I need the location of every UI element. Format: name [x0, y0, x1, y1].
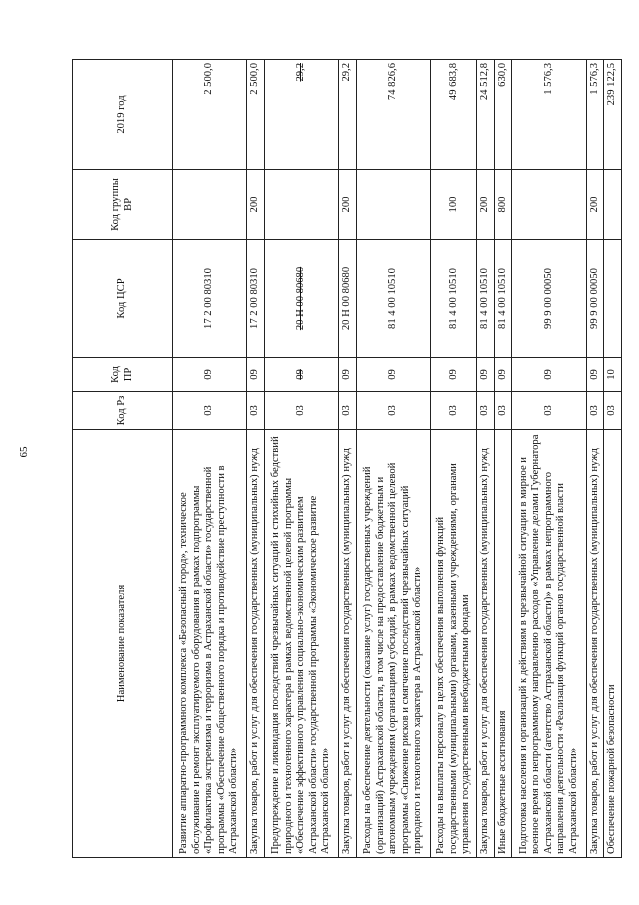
- row-rz-cell: 03: [512, 392, 586, 430]
- row-csr-cell: [604, 240, 622, 358]
- row-amount-cell: 29,2: [264, 60, 338, 170]
- table-row: [494, 60, 512, 858]
- row-pr-cell: 10: [604, 358, 622, 392]
- row-csr-cell: 99 9 00 00050: [512, 240, 586, 358]
- row-vr-cell: 200: [586, 170, 604, 240]
- row-rz-cell: 03: [494, 392, 512, 430]
- row-pr-cell: 09: [264, 358, 338, 392]
- row-amount-cell: 29,2: [339, 60, 357, 170]
- row-csr-cell: 81 4 00 10510: [431, 240, 477, 358]
- row-rz-cell: 03: [477, 392, 495, 430]
- row-pr-cell: 09: [512, 358, 586, 392]
- row-rz-cell: 03: [431, 392, 477, 430]
- row-csr-cell: 20 Н 00 80680: [339, 240, 357, 358]
- row-pr-cell: 09: [494, 358, 512, 392]
- row-name-cell: Закупка товаров, работ и услуг для обеспечения государственных (муниципальных) нужд: [586, 430, 604, 858]
- row-rz-cell: 03: [339, 392, 357, 430]
- row-name-cell: Расходы на обеспечение деятельности (оказание услуг) государственных учреждений (организаций) Астраханской области, в том числе на предоставление бюджетным и автономным учреждениям (организациям) субсидий, в рамках ведомственной целевой программы «Снижение рисков и смягчение последствий чрезвычайных ситуаций природного и техногенного характера в Астраханской области»: [356, 430, 430, 858]
- row-rz-cell: 03: [247, 392, 265, 430]
- row-name-cell: Закупка товаров, работ и услуг для обеспечения государственных (муниципальных) нужд: [477, 430, 495, 858]
- row-vr-cell: [264, 170, 338, 240]
- row-csr-cell: 17 2 00 80310: [173, 240, 247, 358]
- row-vr-cell: 800: [494, 170, 512, 240]
- header-csr: Код ЦСР: [73, 240, 173, 358]
- row-amount-cell: 24 512,8: [477, 60, 495, 170]
- row-amount-cell: 2 500,0: [247, 60, 265, 170]
- header-rz: Код Рз: [73, 392, 173, 430]
- row-rz-cell: 03: [356, 392, 430, 430]
- row-name-cell: Обеспечение пожарной безопасности: [604, 430, 622, 858]
- budget-table: [72, 59, 622, 858]
- row-rz-cell: 03: [604, 392, 622, 430]
- row-name-cell: Расходы на выплаты персоналу в целях обеспечения выполнения функций государственными (муниципальными) органами, казенными учреждениями, органами управления государственными внебюджетными фондами: [431, 430, 477, 858]
- row-name-cell: Закупка товаров, работ и услуг для обеспечения государственных (муниципальных) нужд: [247, 430, 265, 858]
- row-amount-cell: 630,0: [494, 60, 512, 170]
- row-amount-cell: 1 576,3: [512, 60, 586, 170]
- row-pr-cell: 09: [356, 358, 430, 392]
- row-pr-cell: 09: [586, 358, 604, 392]
- table-row: [477, 60, 495, 858]
- row-pr-cell: 09: [173, 358, 247, 392]
- table-header-row: [73, 60, 173, 858]
- row-amount-cell: 1 576,3: [586, 60, 604, 170]
- rotated-table-container: [72, 60, 622, 858]
- row-rz-cell: 03: [264, 392, 338, 430]
- row-name-cell: Закупка товаров, работ и услуг для обеспечения государственных (муниципальных) нужд: [339, 430, 357, 858]
- row-name-cell: Иные бюджетные ассигнования: [494, 430, 512, 858]
- row-amount-cell: 74 826,6: [356, 60, 430, 170]
- row-vr-cell: 200: [477, 170, 495, 240]
- row-vr-cell: 200: [247, 170, 265, 240]
- row-vr-cell: [356, 170, 430, 240]
- row-amount-cell: 49 683,8: [431, 60, 477, 170]
- header-vr: Код группы ВР: [73, 170, 173, 240]
- row-rz-cell: 03: [586, 392, 604, 430]
- table-row: [247, 60, 265, 858]
- row-csr-cell: 99 9 00 00050: [586, 240, 604, 358]
- row-rz-cell: 03: [173, 392, 247, 430]
- row-name-cell: Предупреждение и ликвидация последствий чрезвычайных ситуаций и стихийных бедствий природного и техногенного характера в рамках ведомственной целевой программы «Обеспечение эффективного управления социально-экономическим развитием Астраханской области» государственной программы «Экономическое развитие Астраханской области»: [264, 430, 338, 858]
- row-csr-cell: 17 2 00 80310: [247, 240, 265, 358]
- row-name-cell: Подготовка населения и организаций к действиям в чрезвычайной ситуации в мирное и военное время по непрограммному направлению расходов «Управление делами Губернатора Астраханской области (агентство Астраханской области)» в рамках непрограммного направления деятельности «Реализация функций органов государственной власти Астраханской области»: [512, 430, 586, 858]
- row-pr-cell: 09: [247, 358, 265, 392]
- table-row: [264, 60, 338, 858]
- page-number: 65: [18, 446, 30, 458]
- row-vr-cell: [173, 170, 247, 240]
- row-name-cell: Развитие аппаратно-программного комплекса «Безопасный город», техническое обслуживание и ремонт эксплуатируемого оборудования в рамках подпрограммы «Профилактика экстремизма и терроризма в Астраханской области» государственной программы «Обеспечение общественного порядка и противодействие преступности в Астраханской области»: [173, 430, 247, 858]
- row-vr-cell: 200: [339, 170, 357, 240]
- table-row: [512, 60, 586, 858]
- table-row: [604, 60, 622, 858]
- table-row: [431, 60, 477, 858]
- table-row: [173, 60, 247, 858]
- table-row: [586, 60, 604, 858]
- row-csr-cell: 81 4 00 10510: [356, 240, 430, 358]
- row-vr-cell: [512, 170, 586, 240]
- row-vr-cell: 100: [431, 170, 477, 240]
- row-csr-cell: 20 Н 00 80680: [264, 240, 338, 358]
- header-year: 2019 год: [73, 60, 173, 170]
- header-name: Наименование показателя: [73, 430, 173, 858]
- table-body: [173, 60, 622, 858]
- table-row: [339, 60, 357, 858]
- row-amount-cell: 239 122,5: [604, 60, 622, 170]
- row-pr-cell: 09: [477, 358, 495, 392]
- table-row: [356, 60, 430, 858]
- row-pr-cell: 09: [339, 358, 357, 392]
- row-amount-cell: 2 500,0: [173, 60, 247, 170]
- row-vr-cell: [604, 170, 622, 240]
- row-csr-cell: 81 4 00 10510: [494, 240, 512, 358]
- row-pr-cell: 09: [431, 358, 477, 392]
- header-pr: Код ПР: [73, 358, 173, 392]
- row-csr-cell: 81 4 00 10510: [477, 240, 495, 358]
